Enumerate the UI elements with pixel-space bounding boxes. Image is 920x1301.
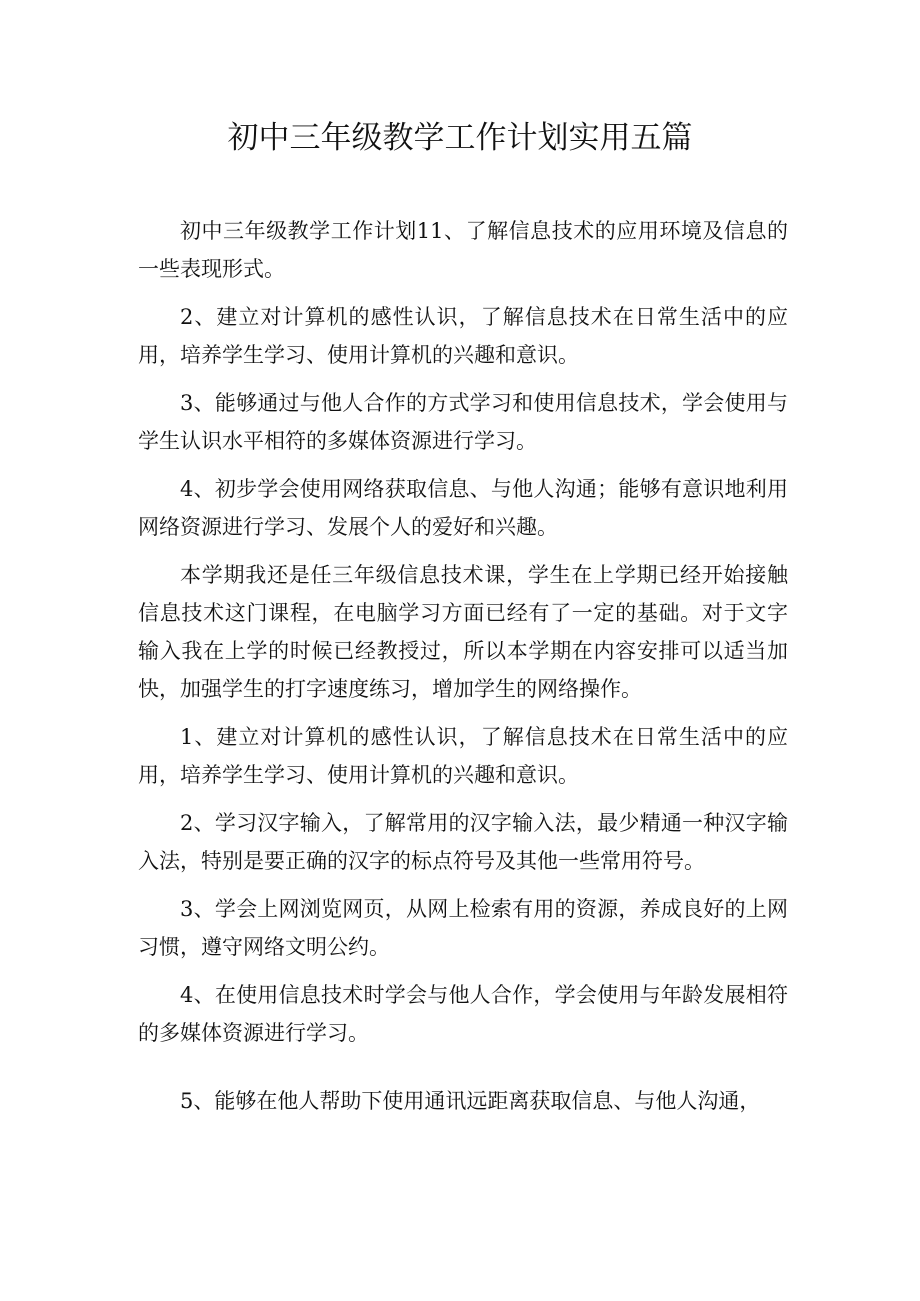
paragraph-4: 4、初步学会使用网络获取信息、与他人沟通；能够有意识地利用网络资源进行学习、发展个人的爱好和兴趣。 [138, 477, 788, 539]
paragraph-2: 2、建立对计算机的感性认识，了解信息技术在日常生活中的应用，培养学生学习、使用计算机的兴趣和意识。 [138, 305, 788, 367]
paragraph-5: 本学期我还是任三年级信息技术课，学生在上学期已经开始接触信息技术这门课程，在电脑学习方面已经有了一定的基础。对于文字输入我在上学的时候已经教授过，所以本学期在内容安排可以适当加快，加强学生的打字速度练习，增加学生的网络操作。 [138, 563, 788, 701]
paragraph-7: 2、学习汉字输入，了解常用的汉字输入法，最少精通一种汉字输入法，特别是要正确的汉字的标点符号及其他一些常用符号。 [138, 811, 788, 873]
document-title: 初中三年级教学工作计划实用五篇 [227, 120, 693, 156]
paragraph-3: 3、能够通过与他人合作的方式学习和使用信息技术，学会使用与学生认识水平相符的多媒体资源进行学习。 [138, 391, 788, 453]
paragraph-6: 1、建立对计算机的感性认识，了解信息技术在日常生活中的应用，培养学生学习、使用计算机的兴趣和意识。 [138, 725, 788, 787]
paragraph-1: 初中三年级教学工作计划11、了解信息技术的应用环境及信息的一些表现形式。 [138, 219, 788, 281]
paragraph-10: 5、能够在他人帮助下使用通讯远距离获取信息、与他人沟通， [180, 1089, 761, 1113]
document-body [138, 212, 788, 1130]
paragraph-9: 4、在使用信息技术时学会与他人合作，学会使用与年龄发展相符的多媒体资源进行学习。 [138, 983, 788, 1045]
paragraph-8: 3、学会上网浏览网页，从网上检索有用的资源，养成良好的上网习惯，遵守网络文明公约。 [138, 897, 788, 959]
